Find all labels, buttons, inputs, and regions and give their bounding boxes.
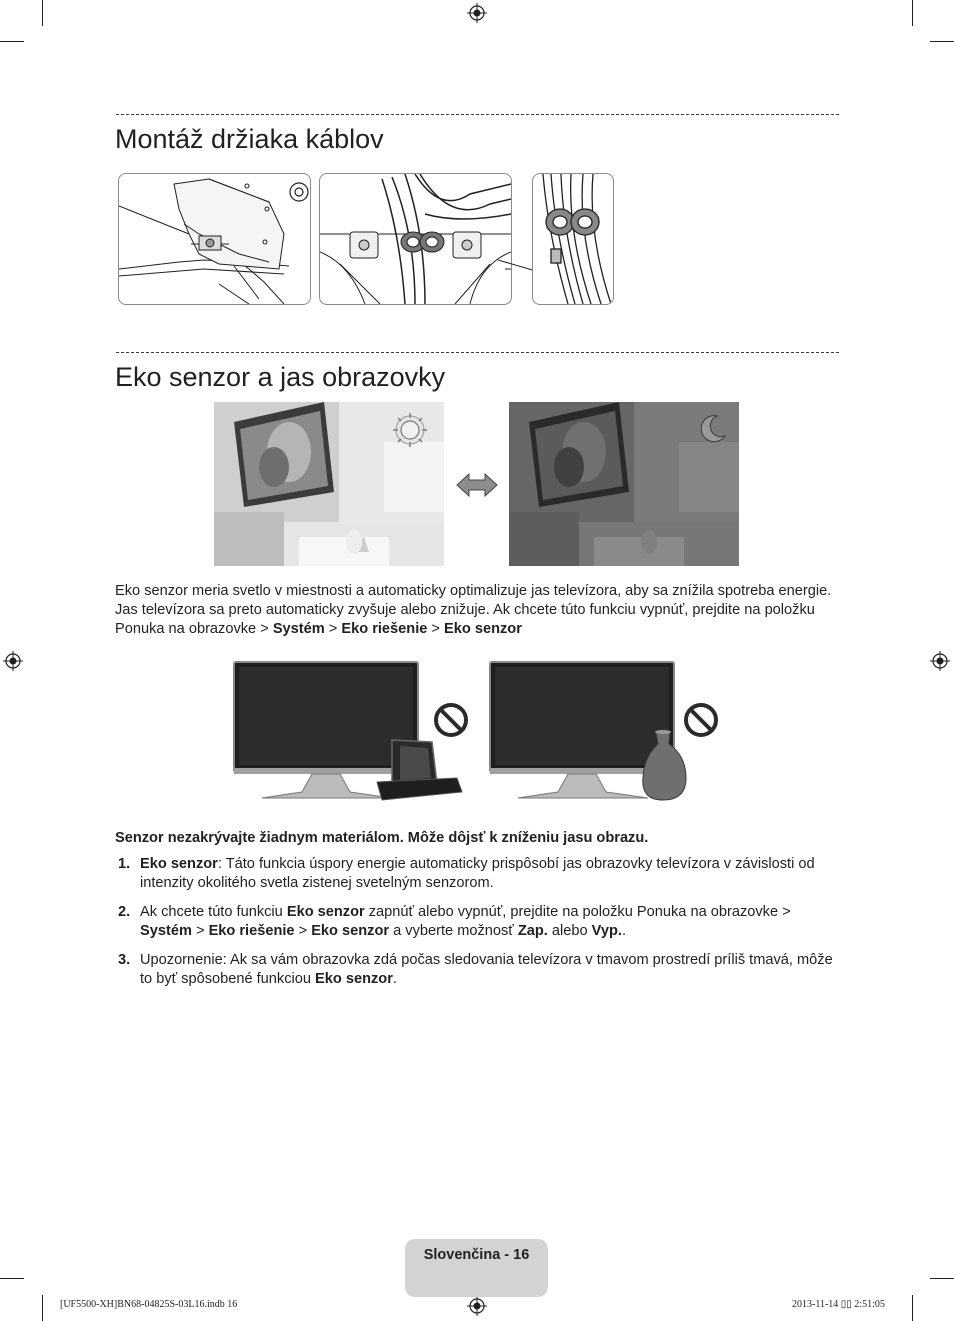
illustration-room-bright — [214, 402, 444, 566]
menu-path-eco-sensor: Eko senzor — [444, 621, 522, 637]
registration-mark-icon — [467, 1296, 487, 1316]
file-slug: [UF5500-XH]BN68-04825S-03L16.indb 16 — [60, 1299, 238, 1310]
term-eco-sensor: Eko senzor — [140, 856, 218, 872]
registration-mark-icon — [3, 651, 23, 671]
moon-icon — [695, 412, 729, 446]
list-text-body: : Táto funkcia úspory energie automaticky prispôsobí jas obrazovky televízora v závislosti od intenzity okolitého svetla zistenej svetelným senzorom. — [140, 856, 815, 891]
sun-icon — [392, 412, 428, 448]
illustration-tv-blocked-by-vase — [488, 660, 728, 802]
section-title-eco-sensor: Eko senzor a jas obrazovky — [115, 362, 446, 392]
crop-mark — [42, 0, 43, 26]
list-item — [115, 903, 845, 943]
menu-separator: > — [324, 621, 342, 637]
illustration-room-dark — [509, 402, 739, 566]
illustration-stand-back — [118, 173, 311, 305]
list-text — [140, 951, 840, 989]
list-item — [115, 855, 845, 895]
menu-path-eco-solution: Eko riešenie — [341, 621, 428, 637]
list-text — [140, 855, 840, 893]
sensor-warning: Senzor nezakrývajte žiadnym materiálom. Môže dôjsť k zníženiu jasu obrazu. — [115, 830, 649, 846]
registration-mark-icon — [467, 3, 487, 23]
no-entry-icon — [682, 701, 720, 739]
crop-mark — [0, 1278, 24, 1279]
term-eco-sensor: Eko senzor — [286, 904, 365, 920]
list-item — [115, 951, 845, 991]
section-title-cable-holder: Montáž držiaka káblov — [115, 124, 384, 154]
no-entry-icon — [432, 701, 470, 739]
print-timestamp: 2013-11-14 ▯▯ 2:51:05 — [792, 1299, 885, 1310]
list-text-body: . — [621, 923, 626, 939]
section-divider — [116, 114, 839, 115]
list-number: 3. — [118, 952, 131, 968]
illustration-bundled-cables — [532, 173, 614, 305]
eco-sensor-description — [115, 582, 845, 639]
list-text-body: a vyberte možnosť — [389, 923, 518, 939]
list-text-body: Upozornenie: Ak sa vám obrazovka zdá počas sledovania televízora v tmavom prostredí príliš tmavá, môže to byť spôsobené funkciou — [140, 952, 833, 987]
menu-separator: > — [294, 923, 312, 939]
description-text: Eko senzor meria svetlo v miestnosti a automaticky optimalizuje jas televízora, aby sa znížila spotreba energie. Jas televízora sa preto automaticky zvyšuje alebo znižuje. Ak chcete túto funkciu vypnúť, prejdite na položku Ponuka na obrazovke > — [115, 583, 832, 637]
menu-path-system: Systém — [140, 923, 192, 939]
list-text — [140, 903, 840, 941]
crop-mark — [0, 41, 24, 42]
page-number-tab — [405, 1239, 548, 1297]
option-off: Vyp. — [591, 923, 622, 939]
list-text-body: zapnúť alebo vypnúť, prejdite na položku Ponuka na obrazovke > — [364, 904, 791, 920]
list-number: 2. — [118, 904, 131, 920]
page-number-label: Slovenčina - 16 — [423, 1247, 530, 1263]
crop-mark — [930, 41, 954, 42]
crop-mark — [930, 1278, 954, 1279]
illustration-holder-closeup — [319, 173, 512, 305]
list-text-body: . — [392, 971, 397, 987]
list-text-body: Ak chcete túto funkciu — [140, 904, 287, 920]
option-on: Zap. — [517, 923, 548, 939]
menu-path-system: Systém — [272, 621, 325, 637]
menu-path-eco-solution: Eko riešenie — [208, 923, 295, 939]
registration-mark-icon — [930, 651, 950, 671]
crop-mark — [912, 1295, 913, 1321]
crop-mark — [912, 0, 913, 26]
menu-separator: > — [191, 923, 209, 939]
illustration-tv-blocked-by-frame — [232, 660, 472, 802]
term-eco-sensor: Eko senzor — [315, 971, 393, 987]
menu-path-eco-sensor: Eko senzor — [311, 923, 390, 939]
menu-separator: > — [427, 621, 445, 637]
list-text-body: alebo — [547, 923, 592, 939]
list-number: 1. — [118, 856, 131, 872]
crop-mark — [42, 1295, 43, 1321]
section-divider — [116, 352, 839, 353]
double-arrow-icon — [455, 472, 499, 498]
